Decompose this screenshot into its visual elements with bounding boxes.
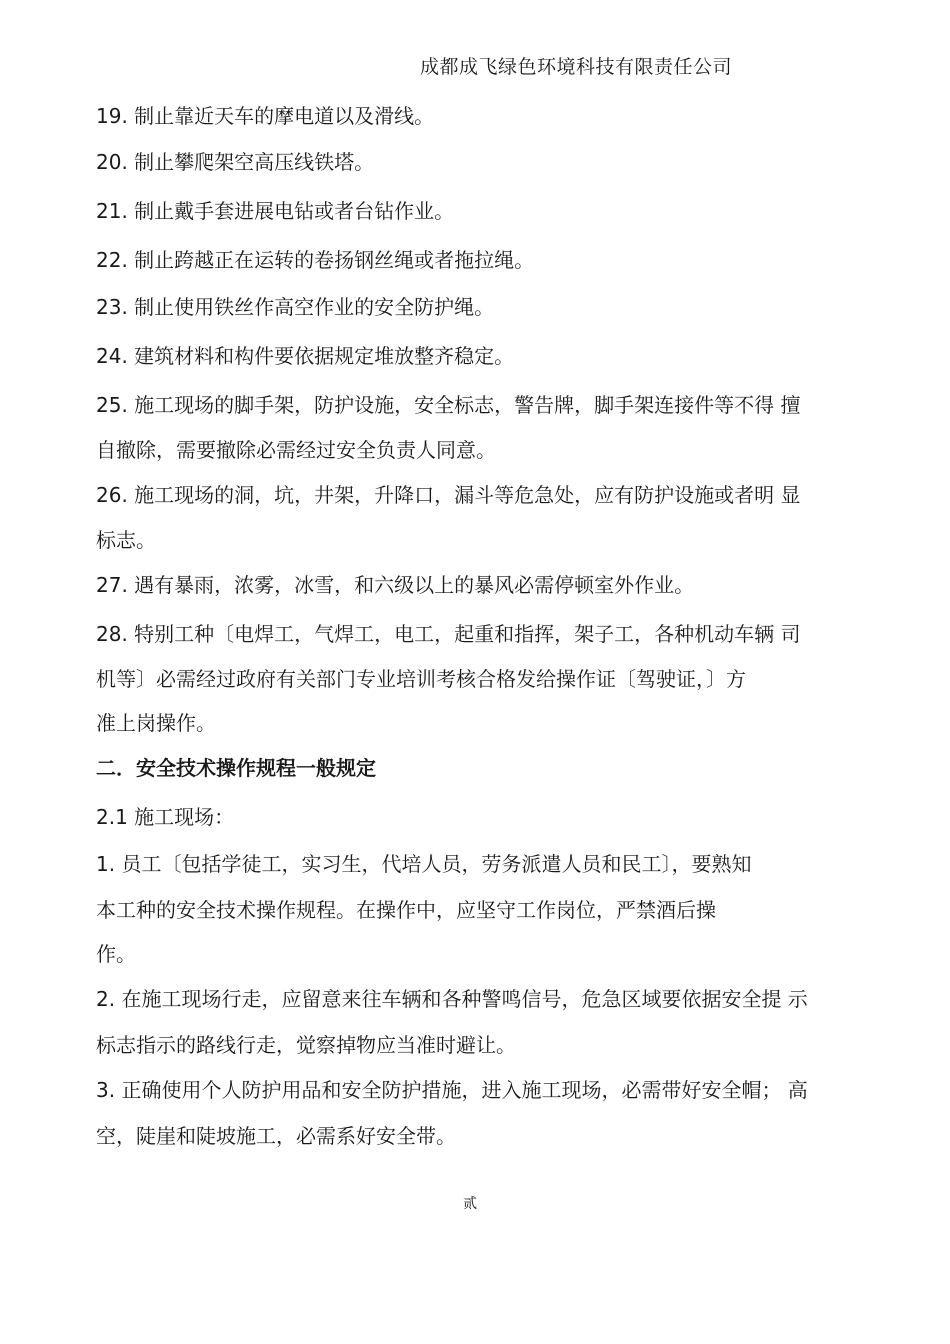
rule-28-line-2: 机等〕必需经过政府有关部门专业培训考核合格发给操作证〔驾驶证，〕方	[96, 667, 746, 691]
company-header: 成都成飞绿色环境科技有限责任公司	[420, 56, 733, 78]
item-1-line-2: 本工种的安全技术操作规程。在操作中，应坚守工作岗位，严禁酒后操	[96, 898, 716, 922]
rule-21: 21. 制止戴手套进展电钻或者台钻作业。	[96, 199, 455, 223]
item-1-line-1: 1. 员工〔包括学徒工，实习生，代培人员，劳务派遣人员和民工〕，要熟知	[96, 852, 752, 876]
rule-26-line-2: 标志。	[96, 528, 156, 552]
item-2-line-1: 2. 在施工现场行走，应留意来往车辆和各种警鸣信号，危急区域要依据安全提 示	[96, 987, 808, 1011]
item-2-line-2: 标志指示的路线行走，觉察掉物应当准时避让。	[96, 1033, 516, 1057]
rule-25-line-1: 25. 施工现场的脚手架，防护设施，安全标志，警告牌，脚手架连接件等不得 擅	[96, 393, 801, 417]
rule-28-line-1: 28. 特别工种〔电焊工，气焊工，电工，起重和指挥，架子工，各种机动车辆 司	[96, 622, 801, 646]
page-number: 贰	[463, 1196, 477, 1212]
rule-27: 27. 遇有暴雨，浓雾，冰雪，和六级以上的暴风必需停顿室外作业。	[96, 573, 695, 597]
item-3-line-1: 3. 正确使用个人防护用品和安全防护措施，进入施工现场，必需带好安全帽； 高	[96, 1078, 808, 1102]
rule-24: 24. 建筑材料和构件要依据规定堆放整齐稳定。	[96, 344, 515, 368]
rule-22: 22. 制止跨越正在运转的卷扬钢丝绳或者拖拉绳。	[96, 248, 535, 272]
rule-20: 20. 制止攀爬架空高压线铁塔。	[96, 150, 375, 174]
section-heading: 二．安全技术操作规程一般规定	[96, 756, 376, 780]
rule-28-line-3: 准上岗操作。	[96, 711, 216, 735]
item-3-line-2: 空，陡崖和陡坡施工，必需系好安全带。	[96, 1124, 456, 1148]
rule-19: 19. 制止靠近天车的摩电道以及滑线。	[96, 104, 435, 128]
item-1-line-3: 作。	[96, 942, 136, 966]
rule-25-line-2: 自撤除，需要撤除必需经过安全负责人同意。	[96, 438, 496, 462]
rule-23: 23. 制止使用铁丝作高空作业的安全防护绳。	[96, 295, 495, 319]
subsection-2-1: 2.1 施工现场：	[96, 805, 235, 829]
rule-26-line-1: 26. 施工现场的洞，坑，井架，升降口，漏斗等危急处，应有防护设施或者明 显	[96, 483, 801, 507]
